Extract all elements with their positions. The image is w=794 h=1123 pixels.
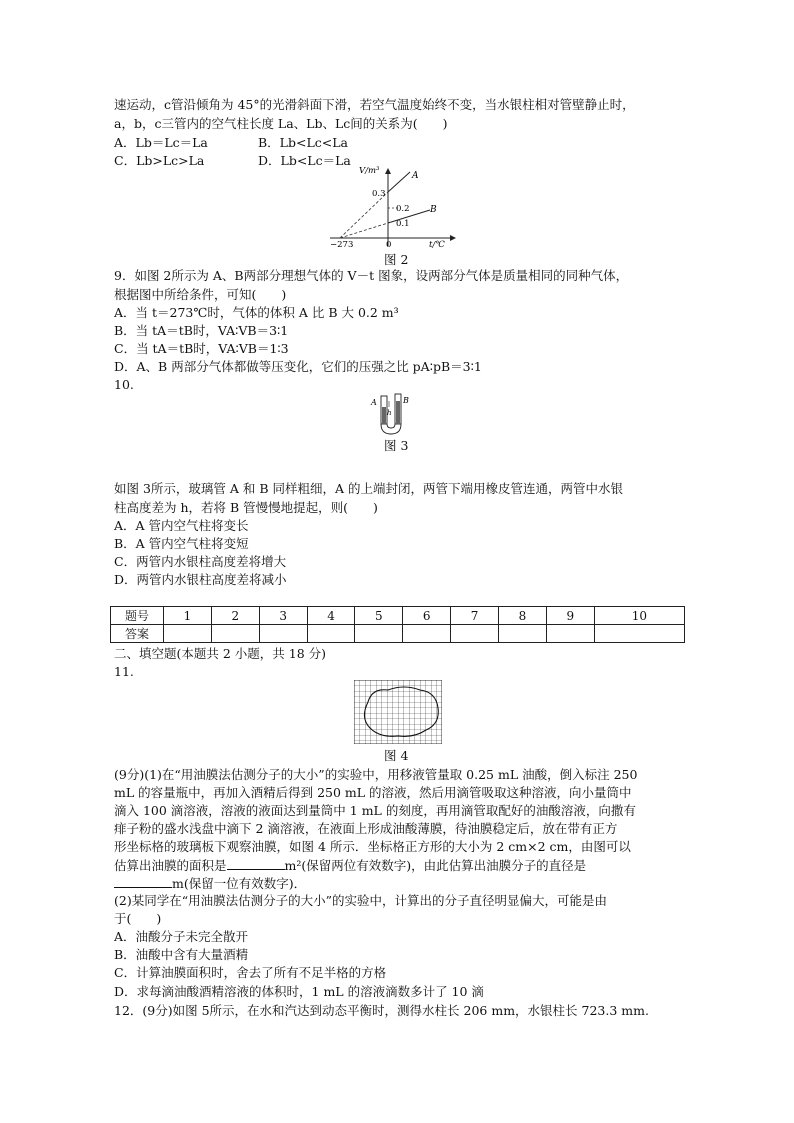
q8-line1: 速运动，c管沿倾角为 45°的光滑斜面下滑，若空气温度始终不变，当水银柱相对管壁静止时，	[114, 97, 635, 112]
q12-stem: 12．(9分)如图 5所示，在水和汽达到动态平衡时，测得水柱长 206 mm，水银柱长 723.3 mm.	[114, 1003, 649, 1018]
answer-table-answer-header: 答案	[111, 625, 164, 643]
q9-option-c: C．当 tA＝tB时，VA∶VB＝1∶3	[114, 341, 289, 356]
answer-cell[interactable]	[211, 625, 259, 643]
q9-option-b: B．当 tA＝tB时，VA∶VB＝3∶1	[114, 323, 289, 338]
answer-table-number: 3	[259, 607, 307, 625]
figure-3-caption: 图 3	[384, 438, 409, 453]
fig2-tick-0.2: 0.2	[396, 204, 410, 214]
answer-table-answer-row	[111, 625, 685, 643]
answer-table-number: 7	[451, 607, 499, 625]
q10-stem-line2: 柱高度差为 h，若将 B 管慢慢地提起，则( )	[114, 500, 378, 515]
q11-para-line6	[114, 857, 586, 874]
q10-number: 10.	[114, 377, 134, 392]
q11-para-line5: 形坐标格的玻璃板下观察油膜，如图 4 所示．坐标格正方形的大小为 2 cm×2 cm，由图可以	[114, 839, 631, 854]
figure-2-vt-graph	[330, 166, 460, 250]
answer-table-number: 2	[211, 607, 259, 625]
figure-4-caption: 图 4	[384, 748, 409, 763]
q10-option-a: A．A 管内空气柱将变长	[114, 518, 249, 533]
q8-option-a: A．Lb＝Lc＝La	[114, 135, 208, 150]
fig2-ylabel: V/m³	[359, 166, 380, 176]
fig2-tick-zero: 0	[386, 240, 392, 250]
q11-para-line7	[114, 875, 306, 892]
fig2-line-a-label: A	[412, 171, 419, 181]
figure-4-oil-film-grid	[354, 680, 442, 744]
answer-cell[interactable]	[403, 625, 451, 643]
q8-option-c: C．Lb>Lc>La	[114, 153, 205, 168]
answer-cell[interactable]	[546, 625, 594, 643]
answer-table-number-row	[111, 607, 685, 625]
q9-option-d: D．A、B 两部分气体都做等压变化，它们的压强之比 pA∶pB＝3∶1	[114, 359, 482, 374]
q9-stem-line1: 9．如图 2所示为 A、B两部分理想气体的 V－t 图象，设两部分气体是质量相同的同种气体，	[114, 268, 629, 283]
q10-option-d: D．两管内水银柱高度差将减小	[114, 572, 287, 587]
q9-stem-line2: 根据图中所给条件，可知( )	[114, 287, 287, 302]
q11-option-b: B．油酸中含有大量酒精	[114, 947, 249, 962]
answer-cell[interactable]	[259, 625, 307, 643]
q11-para-line2: mL 的容量瓶中，再加入酒精后得到 250 mL 的溶液，然后用滴管吸取这种溶液，向小量筒中	[114, 785, 632, 800]
q11-number: 11.	[114, 664, 134, 679]
answer-cell[interactable]	[499, 625, 547, 643]
answer-table-number: 10	[594, 607, 684, 625]
answer-table	[110, 606, 685, 643]
q11-part2-line2: 于( )	[114, 911, 162, 926]
q11-option-a: A．油酸分子未完全散开	[114, 929, 249, 944]
q11-area-prompt: 估算出油膜的面积是	[114, 858, 227, 873]
answer-table-number: 8	[499, 607, 547, 625]
answer-cell[interactable]	[451, 625, 499, 643]
q11-area-unit: m²(保留两位有效数字)，由此估算出油膜分子的直径是	[284, 858, 587, 873]
fig2-tick-neg273: −273	[330, 240, 354, 250]
fig3-label-b: B	[403, 396, 409, 405]
fig3-label-a: A	[371, 398, 377, 407]
q11-para-line3: 滴入 100 滴溶液，溶液的液面达到量筒中 1 mL 的刻度，再用滴管取配好的油酸溶液，向撒有	[114, 803, 636, 818]
fig2-xlabel: t/℃	[429, 240, 445, 250]
answer-table-number: 6	[403, 607, 451, 625]
answer-table-number: 4	[307, 607, 355, 625]
fig2-tick-0.1: 0.1	[396, 219, 410, 229]
fig3-label-h: h	[387, 409, 392, 417]
figure-3-u-tube	[365, 393, 415, 435]
q11-diameter-blank[interactable]	[114, 875, 172, 888]
q9-option-a: A．当 t＝273℃时，气体的体积 A 比 B 大 0.2 m³	[114, 305, 399, 320]
section-2-title: 二、填空题(本题共 2 小题，共 18 分)	[114, 646, 327, 661]
answer-table-number: 9	[546, 607, 594, 625]
q11-part2-line1: (2)某同学在“用油膜法估测分子的大小”的实验中，计算出的分子直径明显偏大，可能是由	[114, 893, 607, 908]
q10-option-c: C．两管内水银柱高度差将增大	[114, 554, 287, 569]
answer-cell[interactable]	[355, 625, 403, 643]
answer-table-number: 1	[164, 607, 212, 625]
answer-cell[interactable]	[164, 625, 212, 643]
fig2-line-b-label: B	[430, 205, 437, 215]
answer-cell[interactable]	[307, 625, 355, 643]
fig2-tick-0.3: 0.3	[372, 189, 386, 199]
answer-table-number: 5	[355, 607, 403, 625]
q11-diameter-unit: m(保留一位有效数字)．	[172, 876, 307, 891]
q11-para-line4: 痱子粉的盛水浅盘中滴下 2 滴溶液，在液面上形成油酸薄膜，待油膜稳定后，放在带有正方	[114, 821, 618, 836]
q10-option-b: B．A 管内空气柱将变短	[114, 536, 249, 551]
q8-option-b: B．Lb<Lc<La	[258, 135, 348, 150]
q11-option-d: D．求每滴油酸酒精溶液的体积时，1 mL 的溶液滴数多计了 10 滴	[114, 984, 484, 999]
q8-line2: a，b，c三管内的空气柱长度 La、Lb、Lc间的关系为( )	[114, 116, 448, 131]
q11-area-blank[interactable]	[227, 857, 285, 870]
q11-option-c: C．计算油膜面积时，舍去了所有不足半格的方格	[114, 965, 387, 980]
answer-cell[interactable]	[594, 625, 684, 643]
q10-stem-line1: 如图 3所示，玻璃管 A 和 B 同样粗细，A 的上端封闭，两管下端用橡皮管连通，两管中水银	[114, 481, 624, 496]
figure-2-caption: 图 2	[384, 252, 409, 267]
q8-option-d: D．Lb<Lc＝La	[258, 153, 351, 168]
answer-table-number-header: 题号	[111, 607, 164, 625]
q11-para-line1: (9分)(1)在“用油膜法估测分子的大小”的实验中，用移液管量取 0.25 mL 油酸，倒入标注 250	[114, 767, 638, 782]
